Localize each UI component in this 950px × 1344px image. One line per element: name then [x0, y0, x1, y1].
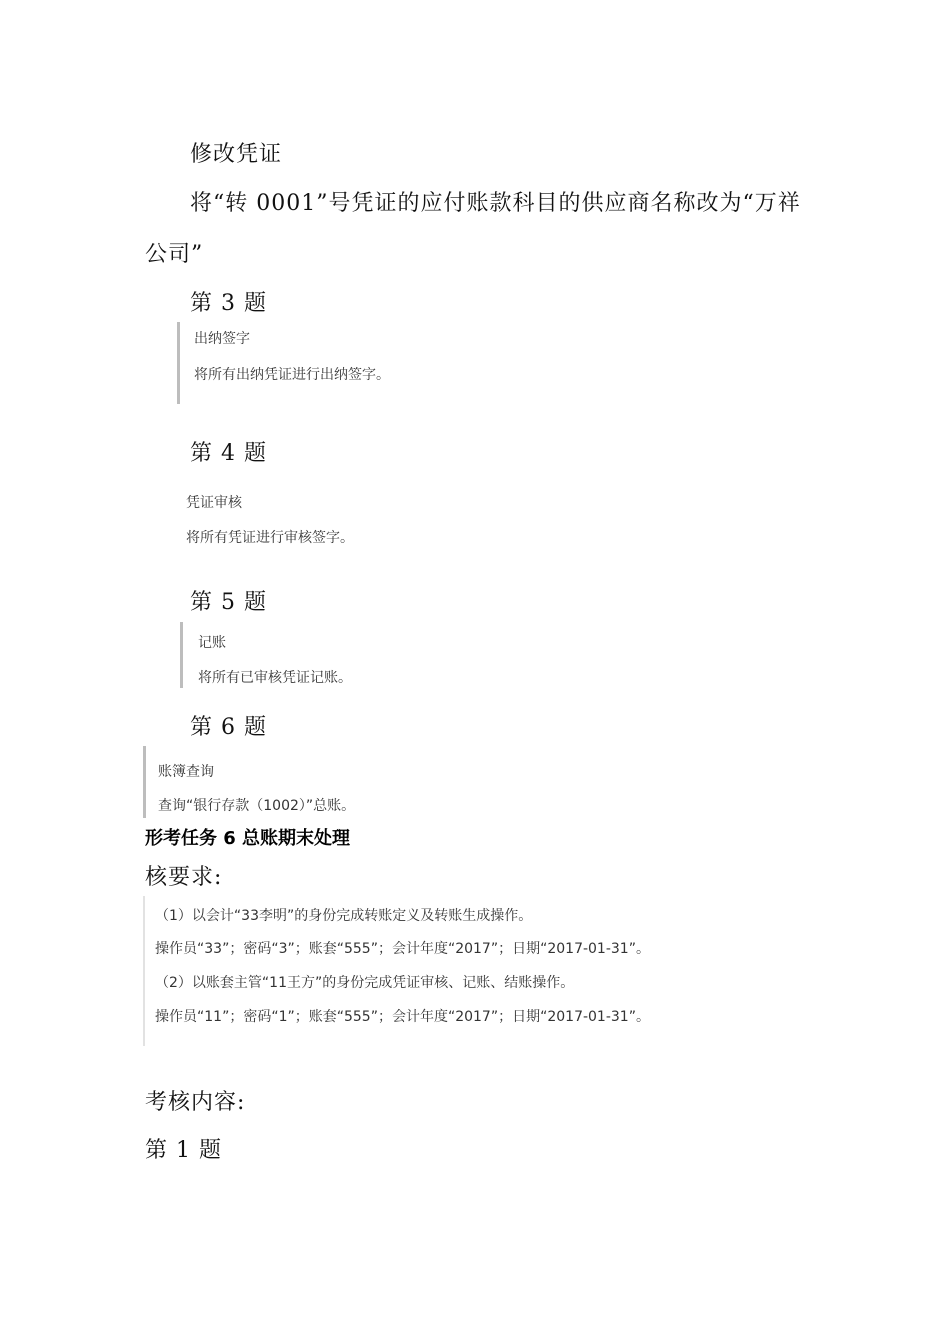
content-label: 考核内容: — [145, 1090, 246, 1115]
quote-bar — [177, 322, 180, 404]
requirement-line: 操作员“33”；密码“3”；账套“555”；会计年度“2017”；日期“2017-01-31”。 — [155, 941, 650, 957]
quote-bar — [143, 896, 145, 1046]
question-4-title: 第 4 题 — [190, 441, 267, 466]
q5-box-title: 记账 — [198, 635, 226, 651]
question-6-title: 第 6 题 — [190, 715, 267, 740]
task-heading: 形考任务 6 总账期末处理 — [145, 828, 351, 849]
requirements-label: 核要求: — [145, 865, 223, 890]
quote-bar — [143, 746, 146, 818]
q6-box-title: 账簿查询 — [158, 764, 214, 780]
requirement-line: 操作员“11”；密码“1”；账套“555”；会计年度“2017”；日期“2017-01-31”。 — [155, 1009, 650, 1025]
q3-box-title: 出纳签字 — [194, 331, 250, 347]
q4-box-text: 将所有凭证进行审核签字。 — [186, 530, 354, 546]
q4-box-title: 凭证审核 — [186, 495, 242, 511]
q6-box-text: 查询“银行存款（1002）”总账。 — [158, 798, 356, 814]
paragraph-line-1: 将“转 0001”号凭证的应付账款科目的供应商名称改为“万祥 — [190, 191, 801, 216]
paragraph-line-2: 公司” — [145, 242, 204, 267]
question-5-title: 第 5 题 — [190, 590, 267, 615]
q3-box-text: 将所有出纳凭证进行出纳签字。 — [194, 367, 390, 383]
requirement-line: （1）以会计“33李明”的身份完成转账定义及转账生成操作。 — [155, 908, 533, 924]
requirement-line: （2）以账套主管“11王方”的身份完成凭证审核、记账、结账操作。 — [155, 975, 575, 991]
quote-bar — [180, 622, 183, 688]
q5-box-text: 将所有已审核凭证记账。 — [198, 670, 352, 686]
question-3-title: 第 3 题 — [190, 291, 267, 316]
section-heading-modify-voucher: 修改凭证 — [190, 142, 283, 167]
question-1-title: 第 1 题 — [145, 1138, 222, 1163]
